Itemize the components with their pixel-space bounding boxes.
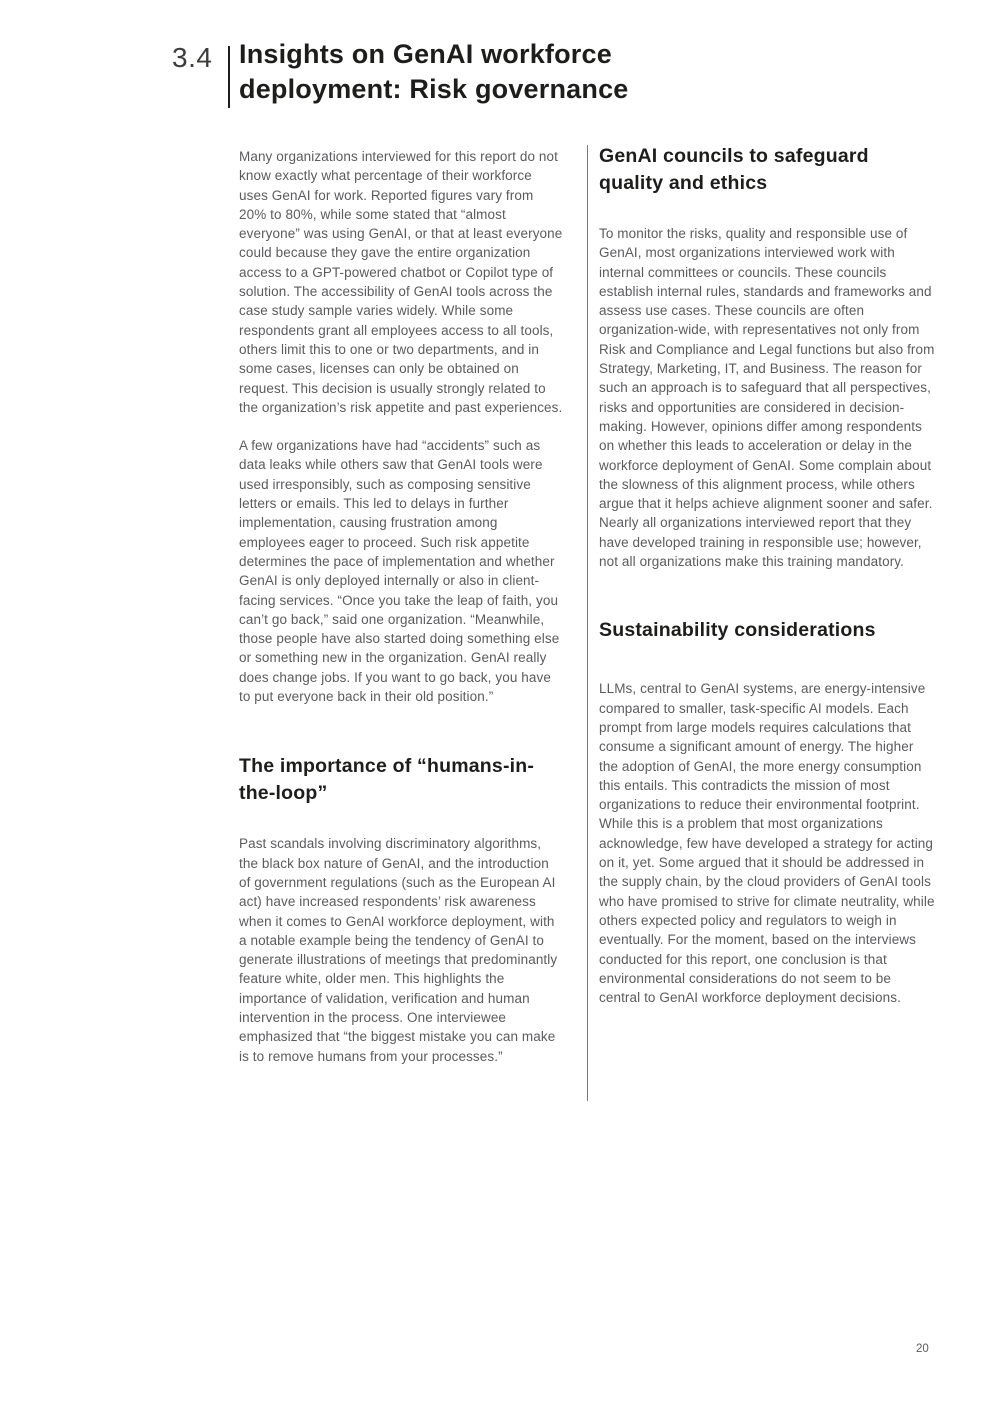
right-column: [599, 143, 935, 1026]
left-column: [239, 147, 563, 1085]
page-title: Insights on GenAI workforce deployment: Risk governance: [239, 39, 629, 104]
title-divider-rule: [228, 46, 230, 108]
body-paragraph: Many organizations interviewed for this report do not know exactly what percentage of their workforce uses GenAI for work. Reported figures vary from 20% to 80%, while some stated that “almost everyone” was using GenAI, or that at least everyone could because they gave the entire organization access to a GPT-powered chatbot or Copilot type of solution. The accessibility of GenAI tools across the case study sample varies widely. While some respondents grant all employees access to all tools, others limit this to one or two departments, and in some cases, licenses can only be obtained on request. This decision is usually strongly related to the organization’s risk appetite and past experiences.: [239, 149, 563, 415]
section-number: 3.4: [172, 42, 213, 73]
column-divider-rule: [587, 145, 588, 1101]
page-number: 20: [916, 1343, 929, 1355]
body-paragraph: A few organizations have had “accidents” such as data leaks while others saw that GenAI tools were used irresponsibly, such as composing sensitive letters or emails. This led to delays in further implementation, causing frustration among employees eager to proceed. Such risk appetite determines the pace of implementation and whether GenAI is only deployed internally or also in client-facing services. “Once you take the leap of faith, you can’t go back,” said one organization. “Meanwhile, those people have also started doing something else or something new in the organization. GenAI really does change jobs. If you want to go back, you have to put everyone back in their old position.”: [239, 438, 560, 705]
subsection-heading-genai-councils: GenAI councils to safeguard quality and ethics: [599, 145, 869, 194]
body-paragraph: Past scandals involving discriminatory algorithms, the black box nature of GenAI, and the introduction of government regulations (such as the European AI act) have increased respondents’ risk awareness when it comes to GenAI workforce deployment, with a notable example being the tendency of GenAI to generate illustrations of meetings that predominantly feature white, older men. This highlights the importance of validation, verification and human intervention in the process. One interviewee emphasized that “the biggest mistake you can make is to remove humans from your processes.”: [239, 836, 558, 1064]
subsection-heading-sustainability: Sustainability considerations: [599, 619, 876, 642]
body-paragraph: To monitor the risks, quality and responsible use of GenAI, most organizations interviewed work with internal committees or councils. These councils establish internal rules, standards and frameworks and assess use cases. These councils are often organization-wide, with representatives not only from Risk and Compliance and Legal functions but also from Strategy, Marketing, IT, and Business. The reason for such an approach is to safeguard that all perspectives, risks and opportunities are considered in decision-making. However, opinions differ among respondents on whether this leads to acceleration or delay in the workforce deployment of GenAI. Some complain about the slowness of this alignment process, while others argue that it helps achieve alignment sooner and safer. Nearly all organizations interviewed report that they have developed training in responsible use; however, not all organizations make this training mandatory.: [599, 226, 935, 570]
body-paragraph: LLMs, central to GenAI systems, are energy-intensive compared to smaller, task-specific AI models. Each prompt from large models requires calculations that consume a significant amount of energy. The higher the adoption of GenAI, the more energy consumption this entails. This contradicts the mission of most organizations to reduce their environmental footprint. While this is a problem that most organizations acknowledge, few have developed a strategy for acting on it, yet. Some argued that it should be addressed in the supply chain, by the cloud providers of GenAI tools who have promised to strive for climate neutrality, while others expected policy and regulators to weigh in eventually. For the moment, based on the interviews conducted for this report, one conclusion is that environmental considerations do not seem to be central to GenAI workforce deployment decisions.: [599, 681, 935, 1006]
subsection-heading-humans-in-the-loop: The importance of “humans-in-the-loop”: [239, 755, 535, 805]
